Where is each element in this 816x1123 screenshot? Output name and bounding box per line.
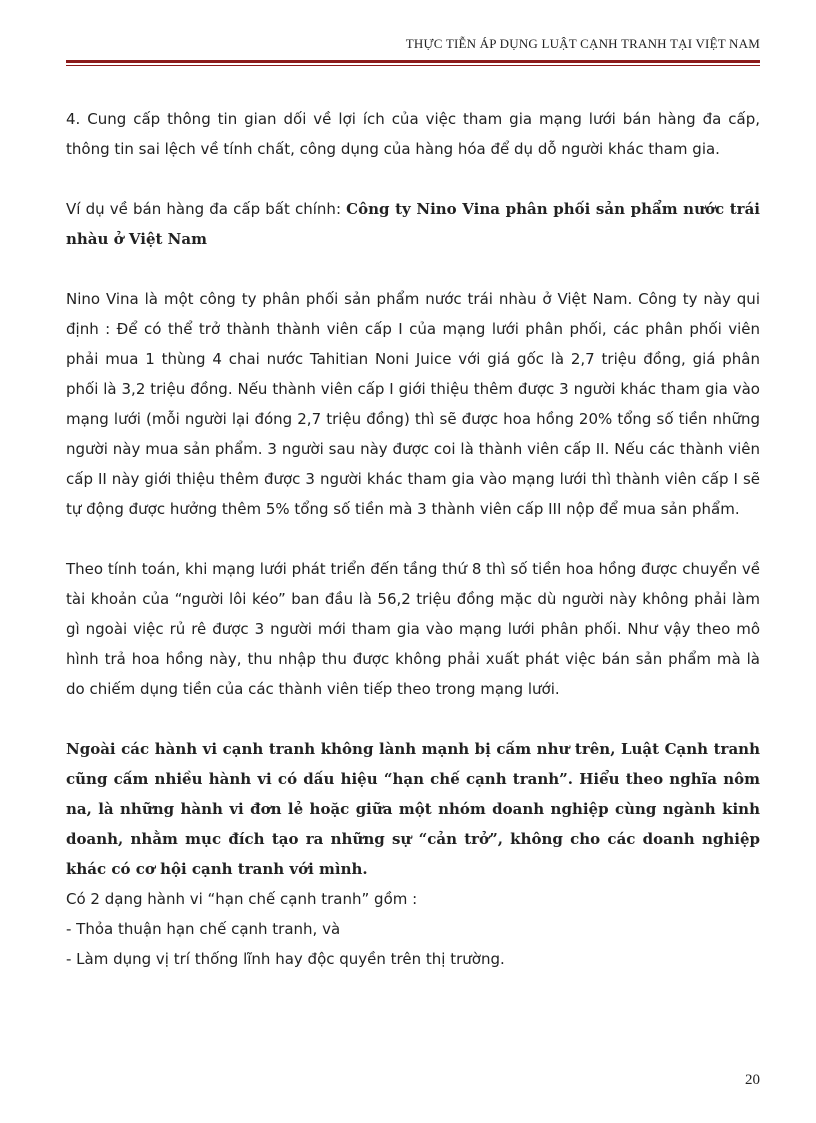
type-item-2: - Làm dụng vị trí thống lĩnh hay độc quyền trên thị trường.: [66, 950, 505, 968]
page-body: [66, 104, 760, 974]
header-rule-thick: [66, 60, 760, 63]
paragraph-restrictive-competition: Ngoài các hành vi cạnh tranh không lành mạnh bị cấm như trên, Luật Cạnh tranh cũng cấm nhiều hành vi có dấu hiệu “hạn chế cạnh tranh”. Hiểu theo nghĩa nôm na, là những hành vi đơn lẻ hoặc giữa một nhóm doanh nghiệp cùng ngành kinh doanh, nhằm mục đích tạo ra những sự “cản trở”, không cho các doanh nghiệp khác có cơ hội cạnh tranh với mình.: [66, 740, 760, 878]
list-item-4: 4. Cung cấp thông tin gian dối về lợi ích của việc tham gia mạng lưới bán hàng đa cấp, thông tin sai lệch về tính chất, công dụng của hàng hóa để dụ dỗ người khác tham gia.: [66, 110, 760, 158]
page-number: 20: [745, 1072, 760, 1088]
type-item-1: - Thỏa thuận hạn chế cạnh tranh, và: [66, 920, 341, 938]
paragraph-calculation: Theo tính toán, khi mạng lưới phát triển đến tầng thứ 8 thì số tiền hoa hồng được chuyển về tài khoản của “người lôi kéo” ban đầu là 56,2 triệu đồng mặc dù người này không phải làm gì ngoài việc rủ rê được 3 người mới tham gia vào mạng lưới phân phối. Như vậy theo mô hình trả hoa hồng này, thu nhập thu được không phải xuất phát việc bán sản phẩm mà là do chiếm dụng tiền của các thành viên tiếp theo trong mạng lưới.: [66, 560, 760, 698]
header-rule-thin: [66, 65, 760, 66]
example-heading: [66, 194, 760, 254]
paragraph-nino-vina: Nino Vina là một công ty phân phối sản phẩm nước trái nhàu ở Việt Nam. Công ty này qui định : Để có thể trở thành thành viên cấp I của mạng lưới phân phối, các phân phối viên phải mua 1 thùng 4 chai nước Tahitian Noni Juice với giá gốc là 2,7 triệu đồng, giá phân phối là 3,2 triệu đồng. Nếu thành viên cấp I giới thiệu thêm được 3 người khác tham gia vào mạng lưới (mỗi người lại đóng 2,7 triệu đồng) thì sẽ được hoa hồng 20% tổng số tiền những người này mua sản phẩm. 3 người sau này được coi là thành viên cấp II. Nếu các thành viên cấp II này giới thiệu thêm được 3 người khác tham gia vào mạng lưới thì thành viên cấp I sẽ tự động được hưởng thêm 5% tổng số tiền mà 3 thành viên cấp III nộp để mua sản phẩm.: [66, 290, 760, 518]
example-prefix: Ví dụ về bán hàng đa cấp bất chính:: [66, 200, 347, 218]
example-title: Công ty Nino Vina phân phối sản phẩm nước trái nhàu ở Việt Nam: [66, 200, 760, 248]
types-intro: Có 2 dạng hành vi “hạn chế cạnh tranh” gồm :: [66, 890, 418, 908]
running-header: THỰC TIỄN ÁP DỤNG LUẬT CẠNH TRANH TẠI VIỆT NAM: [405, 36, 760, 51]
